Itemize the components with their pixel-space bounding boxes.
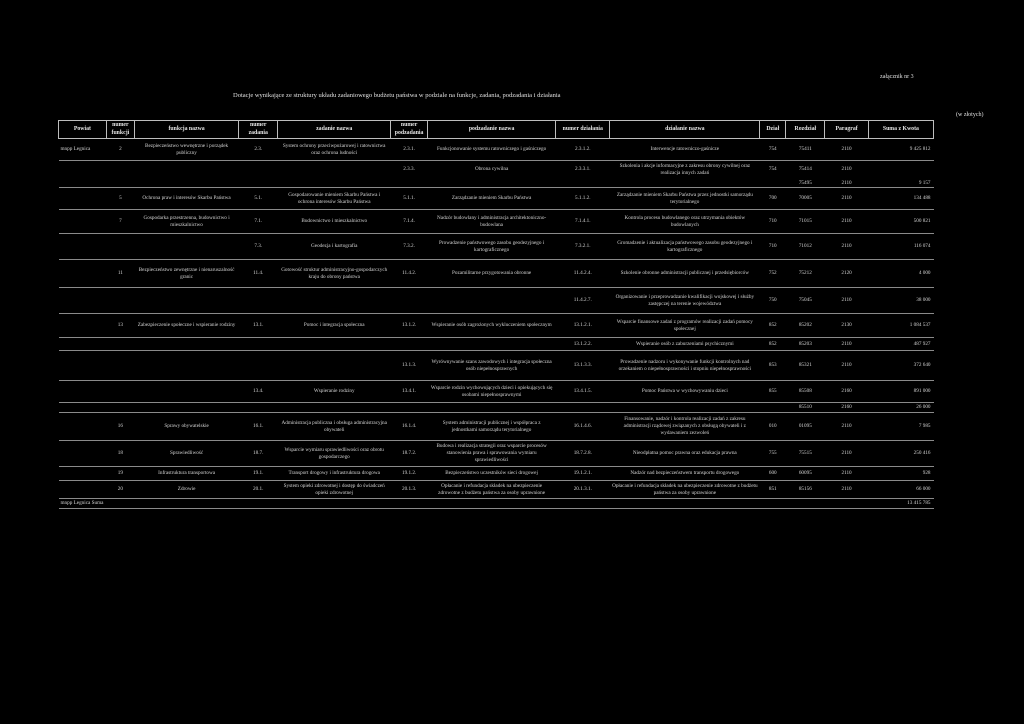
cell-function-number: 19	[106, 467, 134, 481]
cell-function-name: Bezpieczeństwo zewnętrzne i nienaruszalność granic	[134, 260, 238, 288]
cell-section: 851	[760, 481, 786, 499]
cell-action-number: 18.7.2.8.	[556, 441, 610, 467]
cell-subtask-number	[391, 179, 428, 188]
cell-subtask-name: Opłacanie i refundacja składek na ubezpieczenie zdrowotne z budżetu państwa za osoby uprawnione	[428, 481, 556, 499]
cell-task-number: 13.1.	[239, 314, 278, 338]
cell-task-name	[278, 179, 391, 188]
cell-powiat	[59, 381, 107, 403]
col-header-task-number: numer zadania	[239, 121, 278, 139]
cell-powiat	[59, 413, 107, 441]
cell-action-number: 5.1.1.2.	[556, 188, 610, 210]
cell-amount: 9 157	[868, 179, 933, 188]
cell-amount: 487 927	[868, 338, 933, 351]
cell-subtask-name: Nadzór budowlany i administracja architektoniczno-budowlana	[428, 210, 556, 234]
cell-chapter: 75212	[786, 260, 825, 288]
cell-action-number: 20.1.3.1.	[556, 481, 610, 499]
header-row	[59, 121, 934, 139]
cell-task-name: Transport drogowy i infrastruktura drogowa	[278, 467, 391, 481]
cell-action-number	[556, 499, 610, 509]
table-row	[59, 481, 934, 499]
cell-section: 010	[760, 413, 786, 441]
cell-action-number	[556, 179, 610, 188]
cell-powiat	[59, 481, 107, 499]
cell-action-name: Nieodpłatna pomoc prawna oraz edukacja prawna	[610, 441, 760, 467]
cell-function-name: Sprawy obywatelskie	[134, 413, 238, 441]
cell-subtask-name: Obrona cywilna	[474, 166, 509, 173]
cell-function-number: 2	[106, 139, 134, 161]
cell-powiat	[59, 314, 107, 338]
cell-function-name: Sprawiedliwość	[134, 441, 238, 467]
cell-action-name: Pomoc Państwa w wychowywaniu dzieci	[610, 381, 760, 403]
col-header-function-number: numer funkcji	[106, 121, 134, 139]
cell-task-name	[278, 351, 391, 381]
cell-task-number	[239, 338, 278, 351]
cell-section	[760, 403, 786, 413]
cell-task-number: 19.1.	[239, 467, 278, 481]
cell-action-number: 11.4.2.7.	[556, 288, 610, 314]
cell-task-name: Administracja publiczna i obsługa administracyjna obywateli	[278, 413, 391, 441]
cell-chapter	[786, 499, 825, 509]
cell-amount	[868, 161, 933, 179]
cell-action-name: Wsparcie finansowe zadań z programów realizacji zadań pomocy społecznej	[610, 314, 760, 338]
cell-subtask-number: 16.1.4.	[391, 413, 428, 441]
cell-powiat	[59, 179, 107, 188]
cell-amount: 116 074	[868, 234, 933, 260]
table-row	[59, 314, 934, 338]
cell-powiat	[59, 338, 107, 351]
cell-action-name: Finansowanie, nadzór i kontrola realizacji zadań z zakresu administracji rządowej związanych z obsługą obywateli i z wydawaniem zezwoleń	[610, 413, 760, 441]
cell-function-name	[134, 499, 238, 509]
cell-function-name: Infrastruktura transportowa	[134, 467, 238, 481]
table-row	[59, 499, 934, 509]
table-row	[59, 403, 934, 413]
cell-paragraph: 2130	[825, 314, 868, 338]
cell-subtask-number: 2.3.3.	[403, 166, 415, 173]
cell-subtask-number: 11.4.2.	[391, 260, 428, 288]
cell-task-number: 2.3.	[239, 139, 278, 161]
cell-function-number	[106, 499, 134, 509]
cell-paragraph	[825, 499, 868, 509]
cell-function-name: Zdrowie	[134, 481, 238, 499]
cell-amount: 26 000	[868, 403, 933, 413]
cell-function-number: 7	[106, 210, 134, 234]
cell-powiat	[59, 234, 107, 260]
unit-label: (w złotych)	[956, 112, 984, 118]
cell-function-name: Bezpieczeństwo wewnętrzne i porządek publiczny	[134, 139, 238, 161]
cell-powiat	[59, 188, 107, 210]
cell-task-number: 11.4.	[239, 260, 278, 288]
cell-function-name	[134, 179, 238, 188]
cell-task-name	[278, 499, 391, 509]
cell-paragraph: 2110	[825, 234, 868, 260]
col-header-chapter: Rozdział	[786, 121, 825, 139]
cell-function-number: 18	[106, 441, 134, 467]
col-header-section: Dział	[760, 121, 786, 139]
table-row	[59, 234, 934, 260]
cell-function-number	[106, 381, 134, 403]
cell-amount: 134 488	[868, 188, 933, 210]
cell-function-number: 20	[106, 481, 134, 499]
cell-powiat	[59, 161, 107, 179]
cell-task-name	[278, 338, 391, 351]
cell-action-name: Nadzór nad bezpieczeństwem transportu drogowego	[610, 467, 760, 481]
cell-function-name	[134, 351, 238, 381]
cell-paragraph: 2110	[825, 467, 868, 481]
col-header-function-name: funkcja nazwa	[134, 121, 238, 139]
cell-task-number	[239, 403, 278, 413]
cell-subtask-number: 13.1.3.	[391, 351, 428, 381]
cell-paragraph: 2110	[825, 338, 868, 351]
cell-task-number	[239, 499, 278, 509]
cell-subtask-name: Budowa i realizacja strategii oraz wsparcie procesów stanowienia prawa i sprawowania wymiaru sprawiedliwości	[428, 441, 556, 467]
cell-section: 755	[760, 441, 786, 467]
cell-task-name: Gospodarowanie mieniem Skarbu Państwa i ochrona interesów Skarbu Państwa	[278, 188, 391, 210]
cell-subtask-number: 13.1.2.	[391, 314, 428, 338]
cell-subtask-name: Pozamilitarne przygotowania obronne	[428, 260, 556, 288]
cell-function-number: 13	[106, 314, 134, 338]
cell-task-number: 7.1.	[239, 210, 278, 234]
cell-section: 710	[760, 234, 786, 260]
cell-function-number	[106, 288, 134, 314]
cell-chapter: 85510	[786, 403, 825, 413]
cell-subtask-name: Wspieranie osób zagrożonych wykluczeniem społecznym	[428, 314, 556, 338]
cell-action-number: 2.3.3.1.	[575, 166, 591, 173]
cell-section	[760, 179, 786, 188]
cell-function-name	[134, 234, 238, 260]
cell-function-name: Ochrona praw i interesów Skarbu Państwa	[134, 188, 238, 210]
cell-function-name: Zabezpieczenie społeczne i wspieranie rodziny	[134, 314, 238, 338]
cell-action-number	[556, 403, 610, 413]
table-row	[59, 179, 934, 188]
cell-action-number: 19.1.2.1.	[556, 467, 610, 481]
cell-task-number: 20.1.	[239, 481, 278, 499]
cell-subtask-number	[391, 338, 428, 351]
table-row	[59, 351, 934, 381]
cell-task-name: Budownictwo i mieszkalnictwo	[278, 210, 391, 234]
cell-powiat: mnpp Legnica Suma	[59, 499, 107, 509]
cell-function-name	[134, 338, 238, 351]
cell-chapter: 75045	[786, 288, 825, 314]
cell-paragraph: 2110	[825, 413, 868, 441]
cell-subtask-number	[391, 499, 428, 509]
col-header-paragraph: Paragraf	[825, 121, 868, 139]
cell-subtask-number: 2.3.1.	[391, 139, 428, 161]
cell-action-name	[610, 179, 760, 188]
cell-action-number: 2.3.1.2.	[556, 139, 610, 161]
cell-action-name: Wspieranie osób z zaburzeniami psychicznymi	[610, 338, 760, 351]
cell-action-name	[610, 403, 760, 413]
cell-amount: 38 000	[868, 288, 933, 314]
cell-action-name: Interwencje ratowniczo-gaśnicze	[610, 139, 760, 161]
cell-action-number: 7.1.4.1.	[556, 210, 610, 234]
table-row	[59, 381, 934, 403]
cell-function-name	[134, 403, 238, 413]
cell-task-name: Geodezja i kartografia	[278, 234, 391, 260]
cell-task-number: 13.4.	[239, 381, 278, 403]
cell-chapter: 85156	[786, 481, 825, 499]
cell-paragraph: 2110	[825, 188, 868, 210]
cell-action-name	[610, 499, 760, 509]
cell-function-number	[106, 351, 134, 381]
cell-paragraph: 2110	[825, 288, 868, 314]
cell-paragraph: 2110	[825, 179, 868, 188]
table-row	[59, 260, 934, 288]
cell-action-number: 13.1.3.3.	[556, 351, 610, 381]
cell-task-name	[278, 161, 391, 179]
cell-subtask-number: 20.1.3.	[391, 481, 428, 499]
cell-amount: 500 821	[868, 210, 933, 234]
cell-task-name: Pomoc i integracja społeczna	[278, 314, 391, 338]
cell-section: 752	[760, 260, 786, 288]
cell-powiat	[59, 260, 107, 288]
cell-task-name: System opieki zdrowotnej i dostęp do świadczeń opieki zdrowotnej	[278, 481, 391, 499]
cell-action-name: Szkolenia i akcje informacyjne z zakresu obrony cywilnej oraz realizacja innych zadań	[619, 163, 751, 176]
cell-task-name	[278, 288, 391, 314]
cell-task-number	[239, 179, 278, 188]
cell-chapter: 85203	[786, 338, 825, 351]
table-row	[59, 288, 934, 314]
cell-subtask-number: 7.1.4.	[391, 210, 428, 234]
cell-task-number: 16.1.	[239, 413, 278, 441]
cell-function-number	[106, 179, 134, 188]
cell-subtask-name: Wyrównywanie szans zawodowych i integracja społeczna osób niepełnosprawnych	[428, 351, 556, 381]
cell-chapter: 71015	[786, 210, 825, 234]
cell-function-name	[134, 161, 238, 179]
cell-subtask-name: Funkcjonowanie systemu ratowniczego i gaśniczego	[428, 139, 556, 161]
table-row	[59, 467, 934, 481]
cell-chapter: 85202	[786, 314, 825, 338]
table-row	[59, 161, 934, 179]
cell-chapter: 85321	[786, 351, 825, 381]
cell-section: 754	[768, 166, 777, 173]
cell-section: 600	[760, 467, 786, 481]
cell-chapter: 75411	[786, 139, 825, 161]
cell-subtask-name	[428, 338, 556, 351]
table-row	[59, 188, 934, 210]
cell-task-number	[239, 351, 278, 381]
cell-section: 855	[760, 381, 786, 403]
cell-subtask-number: 7.3.2.	[391, 234, 428, 260]
cell-subtask-number	[391, 288, 428, 314]
cell-function-number	[106, 403, 134, 413]
grants-table-container	[58, 120, 934, 575]
table-row	[59, 338, 934, 351]
table-row	[59, 413, 934, 441]
cell-task-name	[278, 403, 391, 413]
cell-section: 700	[760, 188, 786, 210]
cell-chapter: 85508	[786, 381, 825, 403]
cell-action-number: 13.1.2.2.	[556, 338, 610, 351]
annex-number: załącznik nr 3	[880, 74, 914, 80]
cell-subtask-name	[428, 403, 556, 413]
cell-subtask-name	[428, 288, 556, 314]
cell-task-number: 7.3.	[239, 234, 278, 260]
cell-subtask-name: System administracji publicznej i współpraca z jednostkami samorządu terytorialnego	[428, 413, 556, 441]
cell-paragraph: 2110	[841, 166, 852, 173]
cell-action-number: 11.4.2.4.	[556, 260, 610, 288]
cell-action-number: 13.4.1.5.	[556, 381, 610, 403]
document-title: Dotacje wynikające ze struktury układu zadaniowego budżetu państwa w podziale na funkcje, zadania, podzadania i działania	[233, 92, 561, 99]
cell-task-number: 5.1.	[239, 188, 278, 210]
cell-amount: 7 985	[868, 413, 933, 441]
cell-subtask-number: 19.1.2.	[391, 467, 428, 481]
cell-paragraph: 2110	[825, 351, 868, 381]
cell-paragraph: 2110	[825, 481, 868, 499]
cell-paragraph: 2110	[825, 441, 868, 467]
cell-subtask-name: Wsparcie rodzin wychowujących dzieci i opiekujących się osobami niepełnosprawnymi	[428, 381, 556, 403]
cell-powiat	[59, 210, 107, 234]
cell-task-number	[239, 161, 278, 179]
cell-function-number	[106, 161, 134, 179]
cell-paragraph: 2160	[825, 403, 868, 413]
cell-function-number	[106, 338, 134, 351]
cell-chapter: 75515	[786, 441, 825, 467]
col-header-action-name: działanie nazwa	[610, 121, 760, 139]
cell-powiat	[59, 467, 107, 481]
cell-subtask-name: Zarządzanie mieniem Skarbu Państwa	[428, 188, 556, 210]
cell-subtask-number: 5.1.1.	[391, 188, 428, 210]
cell-paragraph: 2110	[825, 210, 868, 234]
cell-powiat	[59, 351, 107, 381]
cell-amount: 891 000	[868, 381, 933, 403]
cell-action-number: 13.1.2.1.	[556, 314, 610, 338]
cell-action-name: Opłacanie i refundacja składek na ubezpieczenie zdrowotne z budżetu państwa za osoby uprawnione	[610, 481, 760, 499]
cell-action-number: 16.1.4.6.	[556, 413, 610, 441]
cell-section: 710	[760, 210, 786, 234]
cell-subtask-name: Prowadzenie państwowego zasobu geodezyjnego i kartograficznego	[428, 234, 556, 260]
cell-section: 754	[760, 139, 786, 161]
cell-action-name: Kontrola procesu budowlanego oraz utrzymania obiektów budowlanych	[610, 210, 760, 234]
cell-action-name: Prowadzenie nadzoru i wykonywanie funkcji kontrolnych nad orzekaniem o niepełnosprawności i stopniu niepełnosprawności	[610, 351, 760, 381]
col-header-subtask-number: numer podzadania	[391, 121, 428, 139]
cell-chapter: 01095	[786, 413, 825, 441]
cell-subtask-number: 13.4.1.	[391, 381, 428, 403]
col-header-amount: Suma z Kwota	[868, 121, 933, 139]
cell-section: 750	[760, 288, 786, 314]
cell-action-name: Zarządzanie mieniem Skarbu Państwa przez jednostki samorządu terytorialnego	[610, 188, 760, 210]
cell-task-number: 18.7.	[239, 441, 278, 467]
cell-function-number: 16	[106, 413, 134, 441]
cell-task-name: Gotowość struktur administracyjno-gospodarczych kraju do obrony państwa	[278, 260, 391, 288]
table-row	[59, 210, 934, 234]
cell-task-name: Wsparcie wymiaru sprawiedliwości oraz obrotu gospodarczego	[278, 441, 391, 467]
cell-action-name: Gromadzenie i aktualizacja państwowego zasobu geodezyjnego i kartograficznego	[610, 234, 760, 260]
cell-subtask-number	[391, 403, 428, 413]
cell-powiat	[59, 403, 107, 413]
cell-action-number: 7.3.2.1.	[556, 234, 610, 260]
cell-section: 852	[760, 314, 786, 338]
cell-paragraph: 2120	[825, 260, 868, 288]
cell-amount: 66 000	[868, 481, 933, 499]
cell-chapter: 60095	[786, 467, 825, 481]
cell-chapter: 71012	[786, 234, 825, 260]
cell-amount: 372 640	[868, 351, 933, 381]
cell-section	[760, 499, 786, 509]
cell-paragraph: 2160	[825, 381, 868, 403]
cell-chapter: 75414	[798, 166, 812, 173]
cell-function-number	[106, 234, 134, 260]
cell-action-name: Organizowanie i przeprowadzanie kwalifikacji wojskowej i służby zastępczej na terenie województwa	[610, 288, 760, 314]
cell-function-number: 11	[106, 260, 134, 288]
col-header-action-number: numer działania	[556, 121, 610, 139]
col-header-subtask-name: podzadanie nazwa	[428, 121, 556, 139]
table-row	[59, 139, 934, 161]
cell-amount: 9 425 812	[868, 139, 933, 161]
cell-section: 853	[760, 351, 786, 381]
cell-powiat	[59, 441, 107, 467]
cell-powiat	[59, 288, 107, 314]
cell-chapter: 75495	[786, 179, 825, 188]
cell-chapter: 70005	[786, 188, 825, 210]
grants-table	[58, 120, 934, 509]
col-header-task-name: zadanie nazwa	[278, 121, 391, 139]
cell-amount: 250 416	[868, 441, 933, 467]
cell-task-name: Wspieranie rodziny	[278, 381, 391, 403]
cell-amount: 1 084 537	[868, 314, 933, 338]
cell-subtask-name: Bezpieczeństwo uczestników sieci drogowej	[428, 467, 556, 481]
col-header-powiat: Powiat	[59, 121, 107, 139]
cell-function-name: Gospodarka przestrzenna, budownictwo i mieszkalnictwo	[134, 210, 238, 234]
cell-subtask-number: 18.7.2.	[391, 441, 428, 467]
cell-subtask-name	[428, 499, 556, 509]
cell-function-number: 5	[106, 188, 134, 210]
cell-amount: 13 415 785	[868, 499, 933, 509]
cell-function-name	[134, 381, 238, 403]
cell-amount: 4 000	[868, 260, 933, 288]
cell-powiat: mnpp Legnica	[59, 139, 107, 161]
cell-section: 852	[760, 338, 786, 351]
cell-paragraph: 2110	[825, 139, 868, 161]
cell-subtask-name	[428, 179, 556, 188]
table-row	[59, 441, 934, 467]
cell-function-name	[134, 288, 238, 314]
cell-amount: 928	[868, 467, 933, 481]
cell-action-name: Szkolenie obronne administracji publicznej i przedsiębiorców	[610, 260, 760, 288]
cell-task-number	[239, 288, 278, 314]
cell-task-name: System ochrony przeciwpożarowej i ratownictwa oraz ochrona ludności	[278, 139, 391, 161]
